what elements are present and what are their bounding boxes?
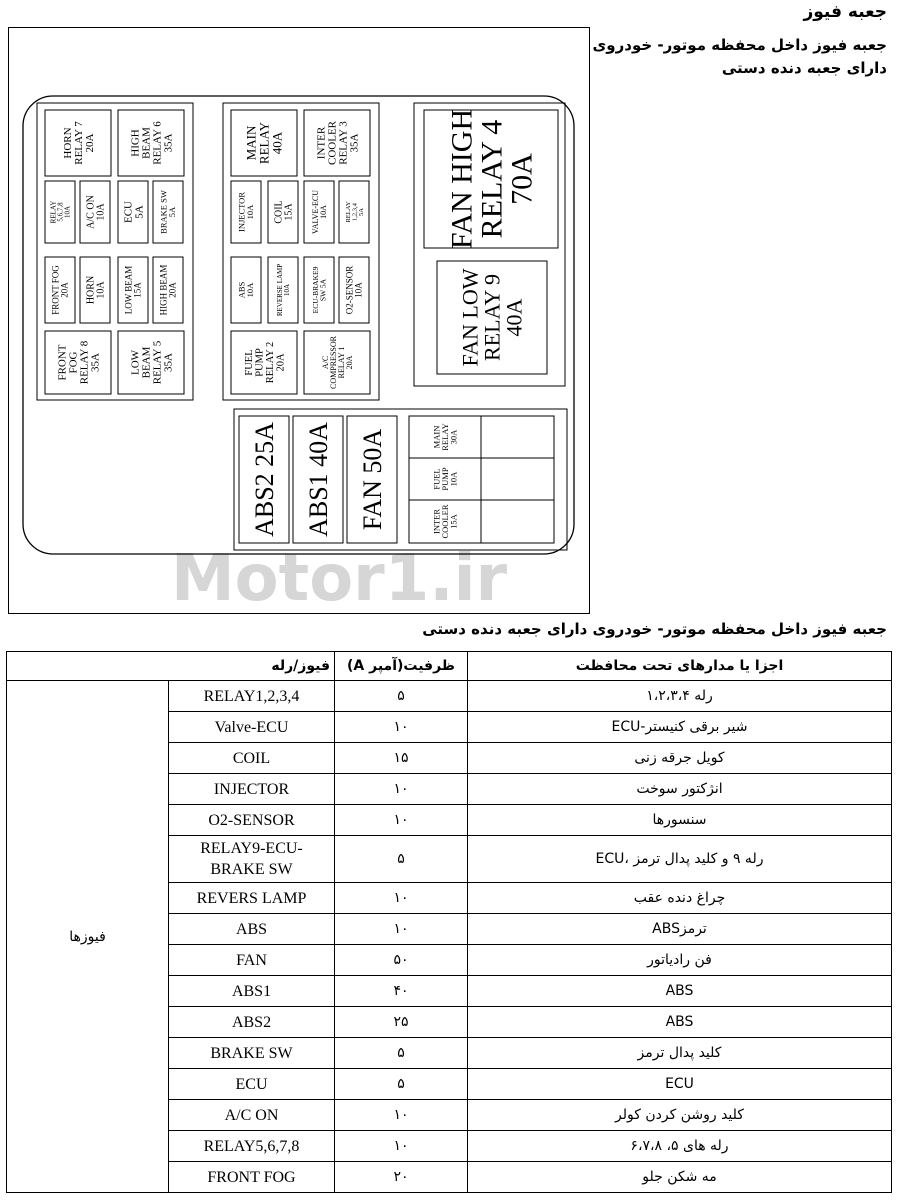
middle-fuse-label: VALVE-ECU10A xyxy=(310,189,328,235)
fuse-name: FRONT FOG xyxy=(169,1162,335,1193)
fuse-amperage: ۵ xyxy=(335,1069,468,1100)
left-fuse-label: HIGHBEAMRELAY 635A xyxy=(129,121,175,165)
middle-fuse-label: MAINRELAY40A xyxy=(243,121,285,165)
protected-circuit: ABS xyxy=(468,976,892,1007)
middle-fuse-label: A/CCOMPRESSORRELAY 120A xyxy=(320,336,354,389)
protected-circuit: کلید روشن کردن کولر xyxy=(468,1100,892,1131)
protected-circuit: رله های ۵، ۶،۷،۸ xyxy=(468,1131,892,1162)
left-fuse-label: ECU5A xyxy=(122,201,146,223)
protected-circuit: فن رادیاتور xyxy=(468,945,892,976)
bottom-fuse-block xyxy=(234,409,567,550)
table-caption: جعبه فیوز داخل محفظه موتور- خودروی دارای جعبه دنده دستی xyxy=(422,620,887,638)
fuse-name: ABS2 xyxy=(169,1007,335,1038)
middle-fuse-label: ABS10A xyxy=(236,281,256,299)
middle-fuse-label: INTERCOOLERRELAY 335A xyxy=(315,121,361,165)
left-fuse-label: RELAY5,6,7,810A xyxy=(49,200,72,224)
fuse-name: BRAKE SW xyxy=(169,1038,335,1069)
left-fuse-label: HIGH BEAM20A xyxy=(158,264,178,316)
fuse-amperage: ۵ xyxy=(335,681,468,712)
grid-fuse-label: INTERCOOLER15A xyxy=(431,504,459,539)
grid-fuse-label: MAINRELAY30A xyxy=(431,423,459,451)
protected-circuit: کویل جرقه زنی xyxy=(468,743,892,774)
fuse-amperage: ۱۵ xyxy=(335,743,468,774)
fuse-amperage: ۱۰ xyxy=(335,712,468,743)
fuse-name: FAN xyxy=(169,945,335,976)
middle-fuse-label: COIL15A xyxy=(273,200,295,224)
header-desc: اجزا یا مدارهای تحت محافظت xyxy=(468,652,892,681)
fuse-name: ECU xyxy=(169,1069,335,1100)
fuse-table xyxy=(6,651,892,1193)
protected-circuit: مه شکن جلو xyxy=(468,1162,892,1193)
protected-circuit: سنسورها xyxy=(468,805,892,836)
protected-circuit: چراغ دنده عقب xyxy=(468,883,892,914)
fuse-name: RELAY9-ECU- BRAKE SW xyxy=(169,836,335,883)
table-header-row xyxy=(7,652,892,681)
fuse-amperage: ۵ xyxy=(335,1038,468,1069)
grid-fuse-label: FUELPUMP10A xyxy=(431,467,459,491)
group-label: فیوزها xyxy=(7,681,169,1193)
protected-circuit: رله ۹ و کلید پدال ترمز ،ECU xyxy=(468,836,892,883)
fan-low-relay-label: FAN LOWRELAY 940A xyxy=(457,268,527,367)
left-fuse-label: A/C ON10A xyxy=(85,195,107,229)
fuse-amperage: ۵ xyxy=(335,836,468,883)
fuse-amperage: ۱۰ xyxy=(335,883,468,914)
fuse-name: A/C ON xyxy=(169,1100,335,1131)
fuse-amperage: ۴۰ xyxy=(335,976,468,1007)
fuse-box-diagram xyxy=(8,27,590,614)
fuse-name: RELAY5,6,7,8 xyxy=(169,1131,335,1162)
middle-fuse-label: ECU-BRAKE9SW 5A xyxy=(310,266,328,314)
protected-circuit: کلید پدال ترمز xyxy=(468,1038,892,1069)
left-fuse-label: BRAKE SW5A xyxy=(158,190,178,234)
protected-circuit: ترمزABS xyxy=(468,914,892,945)
fuse-amperage: ۵۰ xyxy=(335,945,468,976)
left-fuse-label: LOW BEAM15A xyxy=(123,265,143,315)
fuse-amperage: ۱۰ xyxy=(335,1100,468,1131)
fuse-name: REVERS LAMP xyxy=(169,883,335,914)
fan-high-relay-label: FAN HIGHRELAY 470A xyxy=(445,108,539,250)
left-fuse-label: HORNRELAY 720A xyxy=(61,121,96,165)
protected-circuit: رله ۱،۲،۳،۴ xyxy=(468,681,892,712)
protected-circuit: ECU xyxy=(468,1069,892,1100)
protected-circuit: شیر برقی کنیستر-ECU xyxy=(468,712,892,743)
fuse-amperage: ۱۰ xyxy=(335,914,468,945)
maxi-fuse-label: FAN 50A xyxy=(358,428,388,531)
fuse-amperage: ۲۰ xyxy=(335,1162,468,1193)
fuse-name: ABS1 xyxy=(169,976,335,1007)
fuse-box-drawing xyxy=(9,28,591,615)
fuse-grid-cell-empty xyxy=(481,500,554,543)
protected-circuit: ABS xyxy=(468,1007,892,1038)
fuse-name: ABS xyxy=(169,914,335,945)
fuse-amperage: ۱۰ xyxy=(335,805,468,836)
fuse-name: RELAY1,2,3,4 xyxy=(169,681,335,712)
fuse-name: O2-SENSOR xyxy=(169,805,335,836)
page-title: جعبه فیوز xyxy=(803,2,887,22)
middle-fuse-label: O2-SENSOR10A xyxy=(344,265,364,315)
watermark: Motor1.ir xyxy=(170,542,508,615)
left-fuse-label: HORN10A xyxy=(85,275,107,305)
left-fuse-label: FRONTFOGRELAY 835A xyxy=(56,340,102,385)
fuse-amperage: ۱۰ xyxy=(335,774,468,805)
fuse-grid-cell-empty xyxy=(481,416,554,458)
header-name: فیوز/رله xyxy=(169,652,335,681)
left-fuse-label: LOWBEAMRELAY 535A xyxy=(129,340,175,385)
fuse-amperage: ۱۰ xyxy=(335,1131,468,1162)
protected-circuit: انژکتور سوخت xyxy=(468,774,892,805)
left-fuse-label: FRONT FOG20A xyxy=(50,265,70,315)
fuse-grid-cell-empty xyxy=(481,458,554,500)
page-subtitle: جعبه فیوز داخل محفظه موتور- خودروی دارای جعبه دنده دستی xyxy=(592,36,887,77)
fuse-amperage: ۲۵ xyxy=(335,1007,468,1038)
maxi-fuse-label: ABS2 25A xyxy=(250,422,280,537)
fuse-name: COIL xyxy=(169,743,335,774)
middle-fuse-label: RELAY1,2,3,45A xyxy=(344,201,365,223)
header-amp: ظرفیت(آمپر A) xyxy=(335,652,468,681)
table-row xyxy=(7,681,892,712)
middle-fuse-label: REVERSE LAMP10A xyxy=(275,263,291,317)
fuse-name: INJECTOR xyxy=(169,774,335,805)
maxi-fuse-label: ABS1 40A xyxy=(304,422,334,537)
middle-fuse-label: INJECTOR10A xyxy=(236,192,256,232)
fuse-name: Valve-ECU xyxy=(169,712,335,743)
middle-fuse-label: FUELPUMPRELAY 220A xyxy=(243,341,287,384)
